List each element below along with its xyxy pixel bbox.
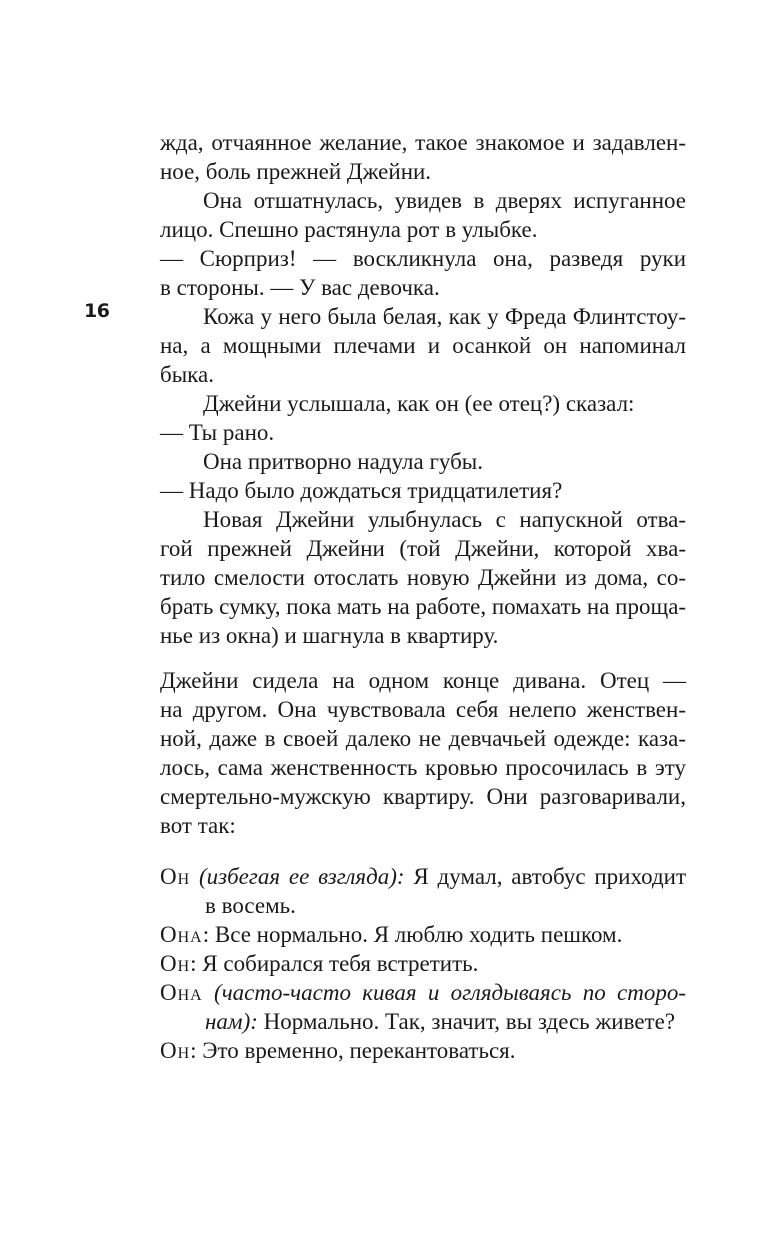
stage-direction: (избегая ее взгляда): [198,864,405,889]
text-line: — Надо было дождаться тридцатилетия? [160,478,563,503]
dialogue-text: : Это временно, перекантоваться. [190,1038,516,1063]
dialogue-line [160,949,686,978]
text-line: лось, сама женственность кровью просочилась в эту [160,755,686,780]
dialogue-line [160,978,686,1007]
dialogue-text: : Все нормально. Я люблю ходить пешком. [202,922,623,947]
dialogue-line: в восемь. [205,893,296,918]
text-line: вот так: [160,813,236,838]
text-line: нье из окна) и шагнула в квартиру. [160,623,499,648]
dialogue-line [160,920,686,949]
dialogue-text: Я думал, автобус приходит [413,864,687,889]
text-line: быка. [160,362,214,387]
text-line: лицо. Спешно растянула рот в улыбке. [160,217,538,242]
text-line: на, а мощными плечами и осанкой он напоминал [160,333,686,358]
text-line: гой прежней Джейни (той Джейни, которой хва- [160,536,686,561]
speaker: Он [160,951,191,976]
stage-direction: (часто-часто кивая и оглядываясь по сторо- [214,980,687,1005]
text-line: Джейни сидела на одном конце дивана. Отец — [160,668,686,693]
dialogue-line [205,1007,686,1036]
text-line: в стороны. — У вас девочка. [160,275,440,300]
text-line: на другом. Она чувствовала себя нелепо женствен- [160,697,686,722]
stage-direction: нам): [205,1009,258,1034]
dialogue-text: Нормально. Так, значит, вы здесь живете? [263,1009,676,1034]
text-line: Джейни услышала, как он (ее отец?) сказал: [203,391,635,416]
speaker: Он [160,1038,191,1063]
text-line: Она притворно надула губы. [203,449,483,474]
text-line: — Ты рано. [160,420,275,445]
text-line: — Сюрприз! — воскликнула она, разведя руки [160,246,686,271]
page-number: 16 [84,300,110,322]
text-line: ное, боль прежней Джейни. [160,159,432,184]
text-line: жда, отчаянное желание, такое знакомое и задавлен- [160,130,686,155]
text-line: Новая Джейни улыбнулась с напускной отва- [203,507,686,532]
text-line: брать сумку, пока мать на работе, помахать на проща- [160,594,687,619]
text-line: Кожа у него была белая, как у Фреда Флинтстоу- [203,304,686,329]
text-line: тило смелости отослать новую Джейни из дома, со- [160,565,686,590]
dialogue-text: : Я собирался тебя встретить. [190,951,479,976]
dialogue-line [160,1036,686,1065]
text-line: смертельно-мужскую квартиру. Они разговаривали, [160,784,686,809]
text-line: ной, даже в своей далеко не девчачьей одежде: каза- [160,726,686,751]
text-line: Она отшатнулась, увидев в дверях испуганное [203,188,686,213]
speaker: Она [160,980,203,1005]
dialogue-line [160,862,686,891]
speaker: Она [160,922,203,947]
speaker: Он [160,864,191,889]
